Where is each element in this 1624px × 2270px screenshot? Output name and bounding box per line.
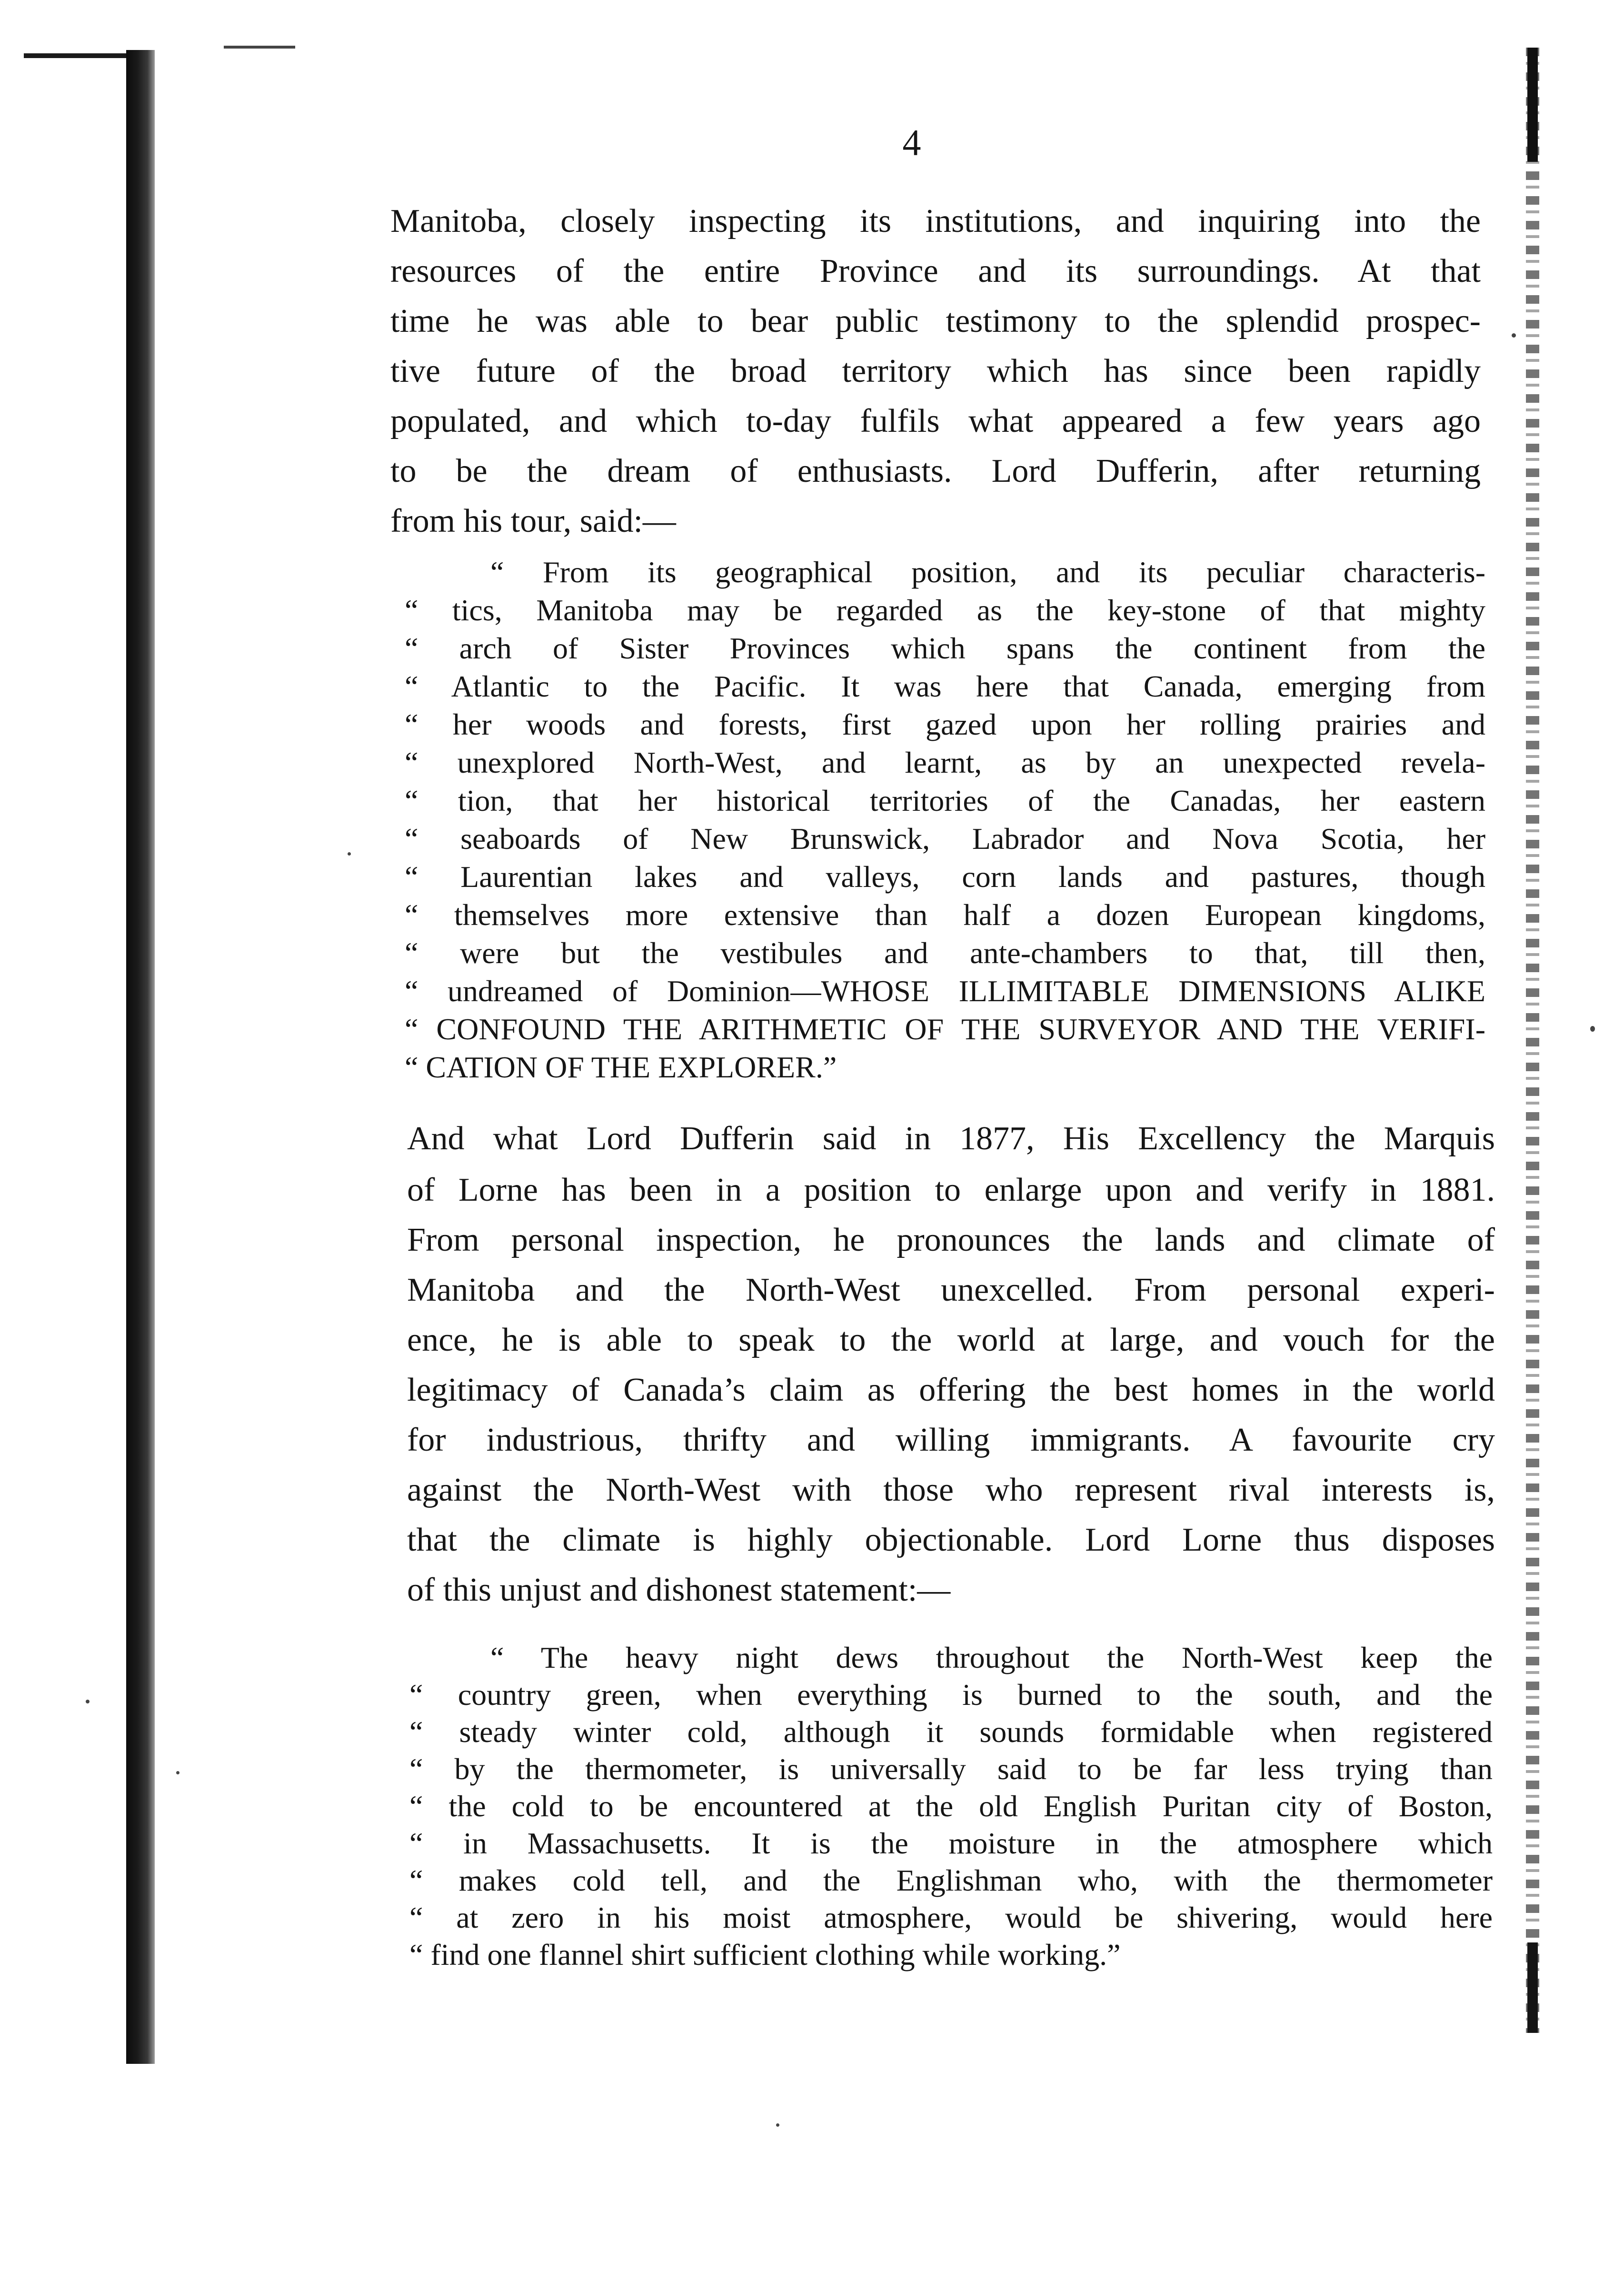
quote-line: “ country green, when everything is burned to the south, and the (409, 1678, 1493, 1712)
quote-line: “ unexplored North-West, and learnt, as by an unexpected revela- (405, 746, 1485, 779)
quote-line: “ by the thermometer, is universally said to be far less trying than (409, 1752, 1493, 1786)
paragraph-line: tive future of the broad territory which has since been rapidly (390, 353, 1481, 389)
paragraph-line: to be the dream of enthusiasts. Lord Dufferin, after returning (390, 453, 1481, 489)
paragraph-line: And what Lord Dufferin said in 1877, His Excellency the Marquis (407, 1120, 1495, 1157)
quote-line: “ The heavy night dews throughout the North-West keep the (490, 1641, 1493, 1674)
page-edge-right-top (1527, 48, 1538, 162)
paragraph-line: resources of the entire Province and its surroundings. At that (390, 253, 1481, 289)
quote-line: “ CONFOUND THE ARITHMETIC OF THE SURVEYOR AND THE VERIFI- (405, 1012, 1485, 1046)
quote-line: “ Atlantic to the Pacific. It was here that Canada, emerging from (405, 669, 1485, 703)
paragraph-line: From personal inspection, he pronounces the lands and climate of (407, 1222, 1495, 1258)
quote-line: “ the cold to be encountered at the old English Puritan city of Boston, (409, 1789, 1493, 1823)
scan-speck (86, 1700, 90, 1703)
paragraph-line: of this unjust and dishonest statement:— (407, 1572, 951, 1608)
scan-speck (1512, 333, 1516, 338)
binding-edge-top (24, 53, 143, 58)
quote-line: “ arch of Sister Provinces which spans the continent from the (405, 631, 1485, 665)
quote-line: “ CATION OF THE EXPLORER.” (405, 1050, 837, 1084)
paragraph-line: populated, and which to-day fulfils what appeared a few years ago (390, 403, 1481, 439)
paragraph-line: Manitoba, closely inspecting its institutions, and inquiring into the (390, 203, 1481, 239)
quote-line: “ seaboards of New Brunswick, Labrador and Nova Scotia, her (405, 822, 1485, 856)
quote-line: “ steady winter cold, although it sounds formidable when registered (409, 1715, 1493, 1749)
quote-line: “ her woods and forests, first gazed upon her rolling prairies and (405, 707, 1485, 741)
paragraph-line: from his tour, said:— (390, 503, 676, 539)
paragraph-line: time he was able to bear public testimony to the splendid prospec- (390, 303, 1481, 339)
page-edge-right (1526, 48, 1539, 2033)
quote-line: “ undreamed of Dominion—WHOSE ILLIMITABLE DIMENSIONS ALIKE (405, 974, 1485, 1008)
quote-line: “ in Massachusetts. It is the moisture in the atmosphere which (409, 1826, 1493, 1860)
quote-line: “ Laurentian lakes and valleys, corn lands and pastures, though (405, 860, 1485, 894)
quote-line: “ tion, that her historical territories of the Canadas, her eastern (405, 784, 1485, 817)
paragraph-line: Manitoba and the North-West unexcelled. From personal experi- (407, 1272, 1495, 1308)
quote-line: “ makes cold tell, and the Englishman who, with the thermometer (409, 1863, 1493, 1897)
quote-line: “ were but the vestibules and ante-chambers to that, till then, (405, 936, 1485, 970)
scan-speck (176, 1771, 179, 1774)
quote-line: “ tics, Manitoba may be regarded as the key-stone of that mighty (405, 593, 1485, 627)
quote-line: “ at zero in his moist atmosphere, would be shivering, would here (409, 1901, 1493, 1934)
scan-speck (348, 852, 351, 856)
page-edge-right-bottom (1527, 1942, 1538, 2033)
quote-line: “ From its geographical position, and its peculiar characteris- (490, 555, 1485, 589)
scan-speck (776, 2123, 779, 2127)
paragraph-line: that the climate is highly objectionable. Lord Lorne thus disposes (407, 1522, 1495, 1558)
binding-edge (126, 50, 155, 2064)
paragraph-line: ence, he is able to speak to the world at large, and vouch for the (407, 1322, 1495, 1358)
page-number: 4 (902, 122, 921, 163)
paragraph-line: of Lorne has been in a position to enlarge upon and verify in 1881. (407, 1172, 1495, 1208)
paragraph-line: against the North-West with those who represent rival interests is, (407, 1472, 1495, 1508)
paragraph-line: for industrious, thrifty and willing immigrants. A favourite cry (407, 1422, 1495, 1458)
paragraph-line: legitimacy of Canada’s claim as offering the best homes in the world (407, 1372, 1495, 1408)
quote-line: “ themselves more extensive than half a dozen European kingdoms, (405, 898, 1485, 932)
scan-mark (224, 46, 295, 49)
scan-speck (1590, 1026, 1595, 1032)
quote-line: “ find one flannel shirt sufficient clothing while working.” (409, 1938, 1121, 1971)
